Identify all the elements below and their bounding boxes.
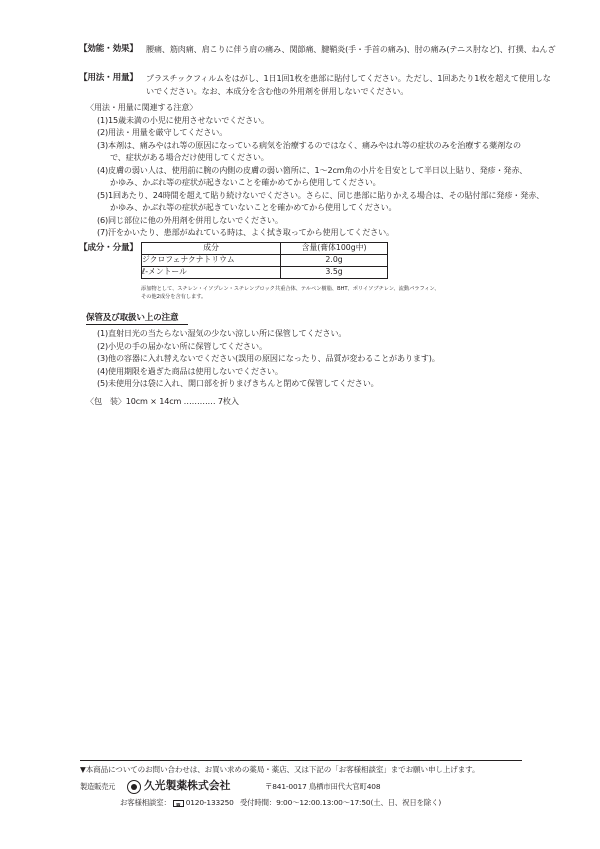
precaution-item: (6)同じ部位に他の外用剤を併用しないでください。 xyxy=(97,214,283,225)
table-row xyxy=(142,267,388,279)
usage-tag: 【用法・用量】 xyxy=(79,73,138,83)
precaution-item: (1)15歳未満の小児に使用させないでください。 xyxy=(97,114,269,125)
consult-label: お客様相談室： xyxy=(120,798,171,807)
storage-item: (4)使用期限を過ぎた商品は使用しないでください。 xyxy=(97,365,283,376)
precaution-item: (2)用法・用量を厳守してください。 xyxy=(97,127,228,137)
table-header-cell: 成分 xyxy=(142,243,281,255)
consult-hours: 受付時間：9:00～12:00.13:00～17:50(土、日、祝日を除く) xyxy=(239,798,442,807)
precaution-item-cont: で、症状がある場合だけ使用してください。 xyxy=(110,152,269,162)
precaution-item: (7)汗をかいたり、患部がぬれている時は、よく拭き取ってから使用してください。 xyxy=(97,227,394,237)
inquiry-note: ▼本商品についてのお問い合わせは、お買い求めの薬局・薬店、又は下記の「お客様相談室」までお願い申し上げます。 xyxy=(80,765,480,774)
table-header-row xyxy=(142,243,388,255)
composition-tag: 【成分・分量】 xyxy=(79,243,138,253)
usage-text xyxy=(146,72,551,97)
table-row xyxy=(142,255,388,267)
precautions-heading: 〈用法・用量に関連する注意〉 xyxy=(86,102,198,112)
additives-note xyxy=(141,285,439,301)
consult-line xyxy=(120,797,441,810)
storage-item: (1)直射日光の当たらない湿気の少ない涼しい所に保管してください。 xyxy=(97,328,347,338)
usage-line: プラスチックフィルムをはがし、1日1回1枚を患部に貼付してください。ただし、1回あたり1枚を超えて使用しな xyxy=(146,73,551,83)
storage-item: (2)小児の手の届かない所に保管してください。 xyxy=(97,340,267,351)
precaution-item: (3)本剤は、痛みやはれ等の原因になっている病気を治療するのではなく、痛みやはれ等の症状のみを治療する薬剤なの xyxy=(97,139,521,150)
efficacy-tag: 【効能・効果】 xyxy=(79,44,138,54)
free-dial-icon: ☎ xyxy=(173,800,184,807)
precaution-item: (4)皮膚の弱い人は、使用前に腕の内側の皮膚の弱い箇所に、1～2cm角の小片を目安として半日以上貼り、発疹・発赤、 xyxy=(97,164,528,175)
efficacy-text: 腰痛、筋肉痛、肩こりに伴う肩の痛み、関節痛、腱鞘炎(手・手首の痛み)、肘の痛み(テニス肘など)、打撲、ねんざ xyxy=(146,44,556,54)
additives-line: その他2成分を含有します。 xyxy=(141,294,207,300)
company-logo-icon xyxy=(127,780,141,794)
ingredient-amount: 2.0g xyxy=(281,255,388,267)
precaution-item-cont: かゆみ、かぶれ等の症状が起きないことを確かめてから使用してください。 xyxy=(110,177,381,187)
company-name: 久光製薬株式会社 xyxy=(144,779,231,792)
company-address: 〒841-0017 鳥栖市田代大官町408 xyxy=(265,782,381,791)
precaution-item: (5)1回あたり、24時間を超えて貼り続けないでください。さらに、同じ患部に貼りかえる場合は、その貼付部に発疹・発赤、 xyxy=(97,189,545,200)
storage-item: (3)他の容器に入れ替えないでください(誤用の原因になったり、品質が変わることがあります)。 xyxy=(97,353,440,363)
storage-tag: 保管及び取扱い上の注意 xyxy=(86,312,188,325)
seller-label: 製造販売元 xyxy=(80,782,116,791)
ingredient-name: ℓ-メントール xyxy=(142,267,281,279)
table-header-cell: 含量(膏体100g中) xyxy=(281,243,388,255)
footer-divider xyxy=(80,760,522,761)
ingredient-amount: 3.5g xyxy=(281,267,388,279)
precaution-item-cont: かゆみ、かぶれ等の症状が起きていないことを確かめてから使用してください。 xyxy=(110,202,397,212)
usage-line: いでください。なお、本成分を含む他の外用剤を併用しないでください。 xyxy=(146,85,409,96)
storage-list xyxy=(97,327,440,390)
package-info: 〈包 装〉10cm × 14cm ………… 7枚入 xyxy=(86,396,239,406)
composition-table xyxy=(141,242,388,279)
ingredient-name: ジクロフェナクナトリウム xyxy=(142,255,281,267)
additives-line: 添加物として、スチレン・イソプレン・スチレンブロック共重合体、テルペン樹脂、BHT、ポリイソブチレン、流動パラフィン、 xyxy=(141,286,440,292)
consult-phone: 0120-133250 xyxy=(185,798,234,807)
precautions-list xyxy=(97,114,544,239)
storage-item: (5)未使用分は袋に入れ、開口部を折りまげきちんと閉めて保管してください。 xyxy=(97,378,379,388)
